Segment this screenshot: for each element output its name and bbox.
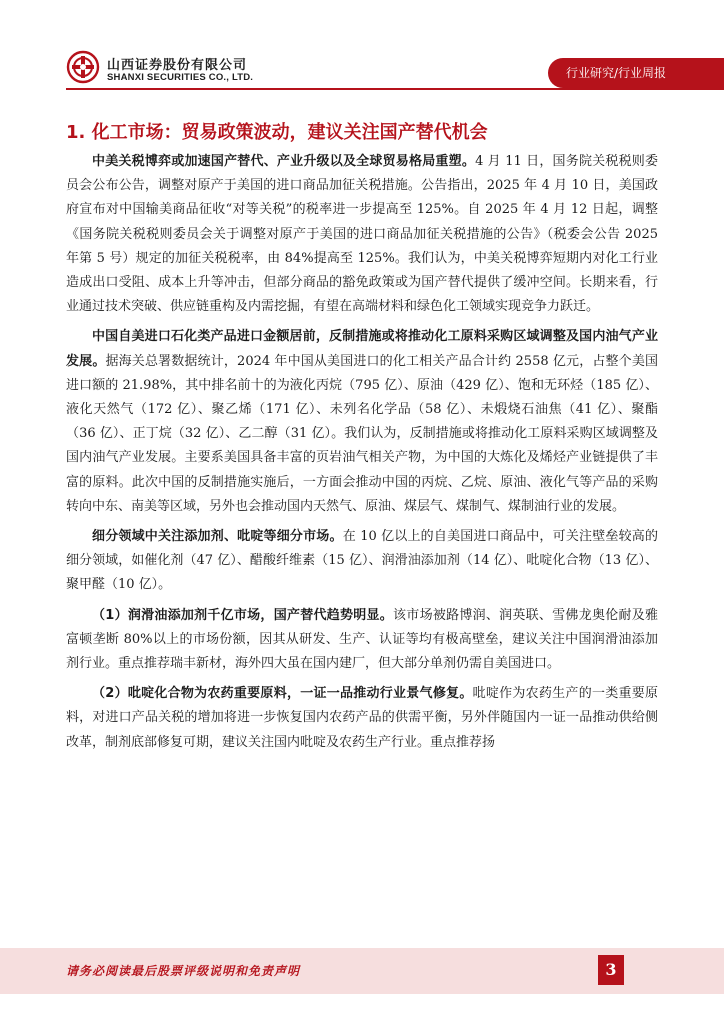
company-name-en: SHANXI SECURITIES CO., LTD. <box>107 72 254 83</box>
page-header <box>0 0 724 100</box>
paragraph-text: 4 月 11 日，国务院关税税则委员会公布公告，调整对原产于美国的进口商品加征关税措施。公告指出，2025 年 4 月 10 日，美国政府宣布对中国输美商品征收“对等关税”的税率进一步提高至 125%。自 2025 年 4 月 12 日起，调整《国务院关税税则委员会关于调整对原产于美国的进口商品加征关税措施的公告》（税委会公告 2025 年第 5 号）规定的加征关税税率，由 84%提高至 125%。我们认为，中美关税博弈短期内对化工行业造成出口受阻、成本上升等冲击，但部分商品的豁免政策或为国产替代提供了缓冲空间。长期来看，行业通过技术突破、供应链重构及内需挖掘，有望在高端材料和绿色化工领域实现竞争力跃迁。 <box>66 154 658 315</box>
paragraph-lead: 细分领域中关注添加剂、吡啶等细分市场。 <box>92 529 343 545</box>
paragraph-text: 该市场被路博润、润英联、雪佛龙奥伦耐及雅富顿垄断 80%以上的市场份额，因其从研发、生产、认证等均有极高壁垒，建议关注中国润滑油添加剂行业。重点推荐瑞丰新材，海外四大虽在国内建厂，但大部分单剂仍需自美国进口。 <box>66 607 658 672</box>
header-divider <box>66 88 724 90</box>
paragraph <box>66 325 658 519</box>
section-title: 1. 化工市场：贸易政策波动，建议关注国产替代机会 <box>66 122 488 143</box>
disclaimer-note: 请务必阅读最后股票评级说明和免责声明 <box>66 964 301 978</box>
paragraph-text: 吡啶作为农药生产的一类重要原料，对进口产品关税的增加将进一步恢复国内农药产品的供需平衡，另外伴随国内一证一品推动供给侧改革，制剂底部修复可期，建议关注国内吡啶及农药生产行业。重点推荐扬 <box>66 686 658 750</box>
shanxi-securities-logo-icon <box>66 50 100 84</box>
paragraph-lead: （1）润滑油添加剂千亿市场，国产替代趋势明显。 <box>92 607 394 623</box>
paragraph <box>66 604 658 677</box>
paragraph-lead: 中美关税博弈或加速国产替代、产业升级以及全球贸易格局重塑。 <box>92 154 476 169</box>
company-name-cn: 山西证券股份有限公司 <box>107 58 248 73</box>
paragraph-lead: 中国自美进口石化类产品进口金额居前，反制措施或将推动化工原料采购区域调整及国内油气产业发展。 <box>66 329 658 369</box>
page-number: 3 <box>598 955 624 985</box>
paragraph-text: 在 10 亿以上的自美国进口商品中，可关注壁垒较高的细分领域，如催化剂（47 亿）、醋酸纤维素（15 亿）、润滑油添加剂（14 亿）、吡啶化合物（13 亿）、聚甲醛（10 亿）。 <box>66 529 658 593</box>
report-category-tab: 行业研究/行业周报 <box>548 58 724 88</box>
paragraph-text: 据海关总署数据统计，2024 年中国从美国进口的化工相关产品合计约 2558 亿元，占整个美国进口额的 21.98%，其中排名前十的为液化丙烷（795 亿）、原油（429 亿）、饱和无环烃（185 亿）、液化天然气（172 亿）、聚乙烯（171 亿）、未列名化学品（58 亿）、未煅烧石油焦（41 亿）、聚酯（36 亿）、正丁烷（32 亿）、乙二醇（31 亿）。我们认为，反制措施或将推动化工原料采购区域调整及国内油气产业发展。主要系美国具备丰富的页岩油气相关产物，为中国的大炼化及烯烃产业链提供了丰富的原料。此次中国的反制措施实施后，一方面会推动中国的丙烷、乙烷、原油、液化气等产品的采购转向中东、南美等区域，另外也会推动国内天然气、原油、煤层气、煤制气、煤制油行业的发展。 <box>66 353 658 514</box>
paragraph <box>66 525 658 598</box>
report-body <box>66 150 658 761</box>
paragraph <box>66 682 658 755</box>
paragraph <box>66 150 658 319</box>
paragraph-lead: （2）吡啶化合物为农药重要原料，一证一品推动行业景气修复。 <box>92 686 473 702</box>
